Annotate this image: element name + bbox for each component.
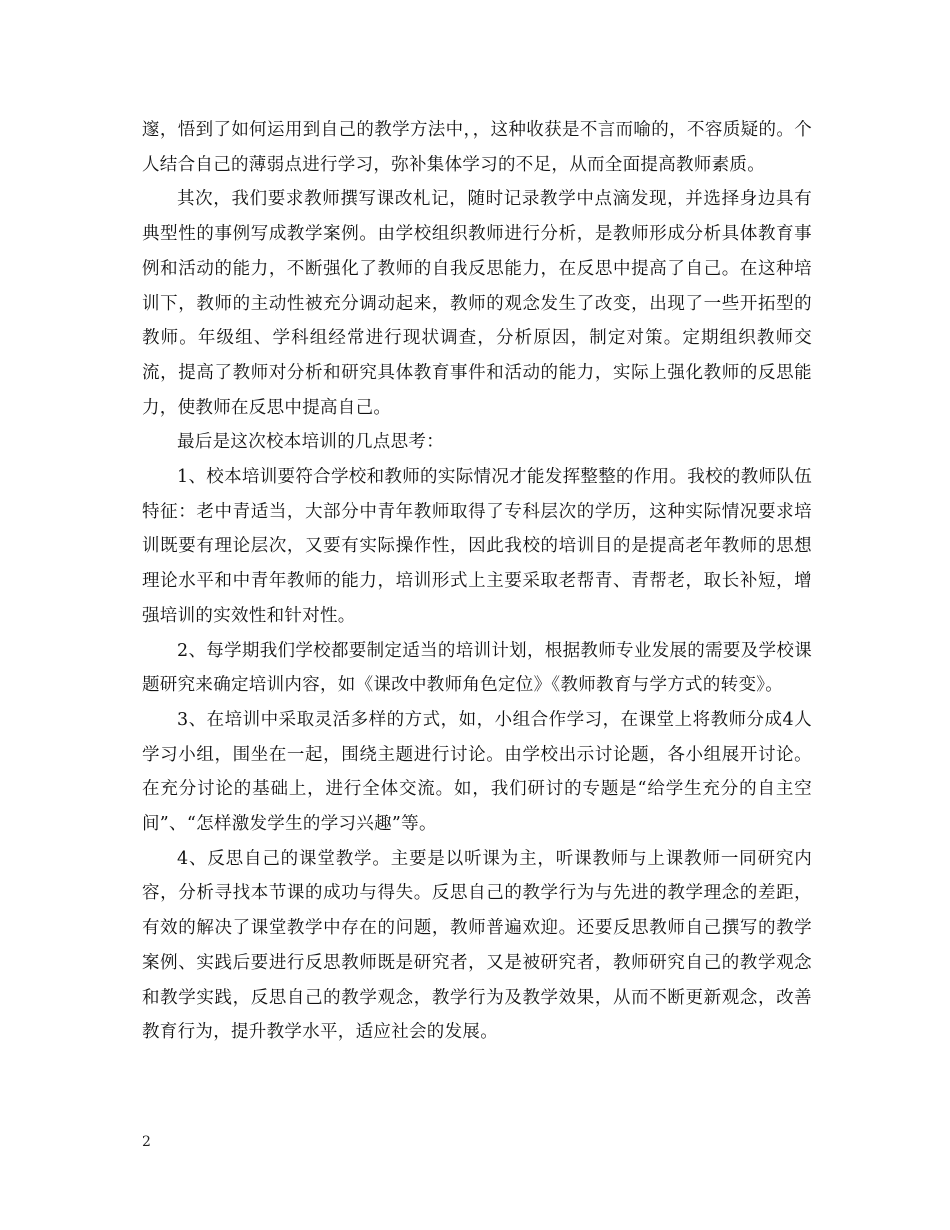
page-number: 2 <box>142 1134 151 1150</box>
paragraph-final-thoughts-heading: 最后是这次校本培训的几点思考： <box>177 432 444 453</box>
paragraph-point-1: 1、校本培训要符合学校和教师的实际情况才能发挥整整的作用。我校的教师队伍特征：老中青适当，大部分中青年教师取得了专科层次的学历，这种实际情况要求培训既要有理论层次，又要有实际操作性，因此我校的培训目的是提高老年教师的思想理论水平和中青年教师的能力，培训形式上主要采取老帮青、青帮老，取长补短，增强培训的实效性和针对性。 <box>142 467 812 626</box>
document-body <box>142 113 812 1050</box>
paragraph-point-4: 4、反思自己的课堂教学。主要是以听课为主，听课教师与上课教师一同研究内容，分析寻找本节课的成功与得失。反思自己的教学行为与先进的教学理念的差距，有效的解决了课堂教学中存在的问题，教师普遍欢迎。还要反思教师自己撰写的教学案例、实践后要进行反思教师既是研究者，又是被研究者，教师研究自己的教学观念和教学实践，反思自己的教学观念，教学行为及教学效果，从而不断更新观念，改善教育行为，提升教学水平，适应社会的发展。 <box>142 848 812 1043</box>
paragraph-reflection-notes: 其次，我们要求教师撰写课改札记，随时记录教学中点滴发现，并选择身边具有典型性的事例写成教学案例。由学校组织教师进行分析，是教师形成分析具体教育事例和活动的能力，不断强化了教师的自我反思能力，在反思中提高了自己。在这种培训下，教师的主动性被充分调动起来，教师的观念发生了改变，出现了一些开拓型的教师。年级组、学科组经常进行现状调查，分析原因，制定对策。定期组织教师交流，提高了教师对分析和研究具体教育事件和活动的能力，实际上强化教师的反思能力，使教师在反思中提高自己。 <box>142 189 812 418</box>
paragraph-point-2: 2、每学期我们学校都要制定适当的培训计划，根据教师专业发展的需要及学校课题研究来确定培训内容，如《课改中教师角色定位》《教师教育与学方式的转变》。 <box>142 640 812 696</box>
paragraph-continuation: 邃，悟到了如何运用到自己的教学方法中，，这种收获是不言而喻的，不容质疑的。个人结合自己的薄弱点进行学习，弥补集体学习的不足，从而全面提高教师素质。 <box>142 120 812 175</box>
paragraph-point-3: 3、在培训中采取灵活多样的方式，如，小组合作学习，在课堂上将教师分成4人学习小组，围坐在一起，围绕主题进行讨论。由学校出示讨论题，各小组展开讨论。在充分讨论的基础上，进行全体交流。如，我们研讨的专题是“给学生充分的自主空间”、“怎样激发学生的学习兴趣”等。 <box>142 709 812 835</box>
